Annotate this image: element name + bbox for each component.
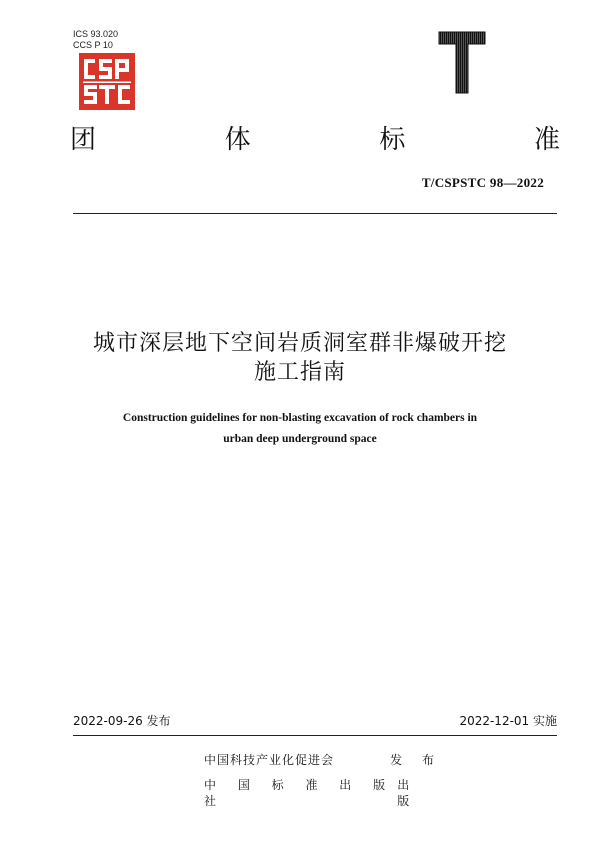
title-english-line: urban deep underground space — [223, 433, 377, 445]
publisher-row — [204, 777, 434, 809]
classification-codes — [73, 29, 118, 51]
publisher-organization: 中国科技产业化促进会 — [204, 753, 335, 767]
title-chinese-line: 城市深层地下空间岩质洞室群非爆破开挖 — [92, 331, 507, 356]
publisher-organization: 中 国 标 准 出 版 社 — [204, 778, 395, 808]
title-chinese-line: 施工指南 — [253, 360, 346, 385]
header-divider — [73, 213, 557, 214]
publisher-action: 发 布 — [390, 753, 442, 767]
title-english-line: Construction guidelines for non-blasting excavation of rock chambers in — [122, 412, 478, 424]
document-number: T/CSPSTC 98—2022 — [421, 175, 544, 190]
category-char: 准 — [533, 125, 560, 155]
standard-type-letter — [437, 30, 487, 95]
publisher-action: 出 版 — [397, 778, 418, 808]
implementation-date: 2022-12-01 实施 — [459, 714, 557, 728]
footer-divider — [73, 735, 557, 736]
title-english — [40, 408, 560, 450]
category-char: 标 — [379, 125, 406, 155]
category-char: 体 — [224, 125, 251, 155]
cspstc-logo-graphic — [79, 53, 135, 110]
title-chinese — [40, 329, 560, 387]
category-char: 团 — [70, 125, 97, 155]
standard-category — [70, 124, 560, 156]
standard-type-letter-graphic — [437, 30, 487, 95]
ccs-code: CCS P 10 — [73, 40, 113, 50]
publisher-row — [204, 752, 442, 768]
ics-code: ICS 93.020 — [73, 29, 119, 39]
cspstc-logo — [79, 53, 135, 110]
issue-date: 2022-09-26 发布 — [73, 714, 171, 728]
